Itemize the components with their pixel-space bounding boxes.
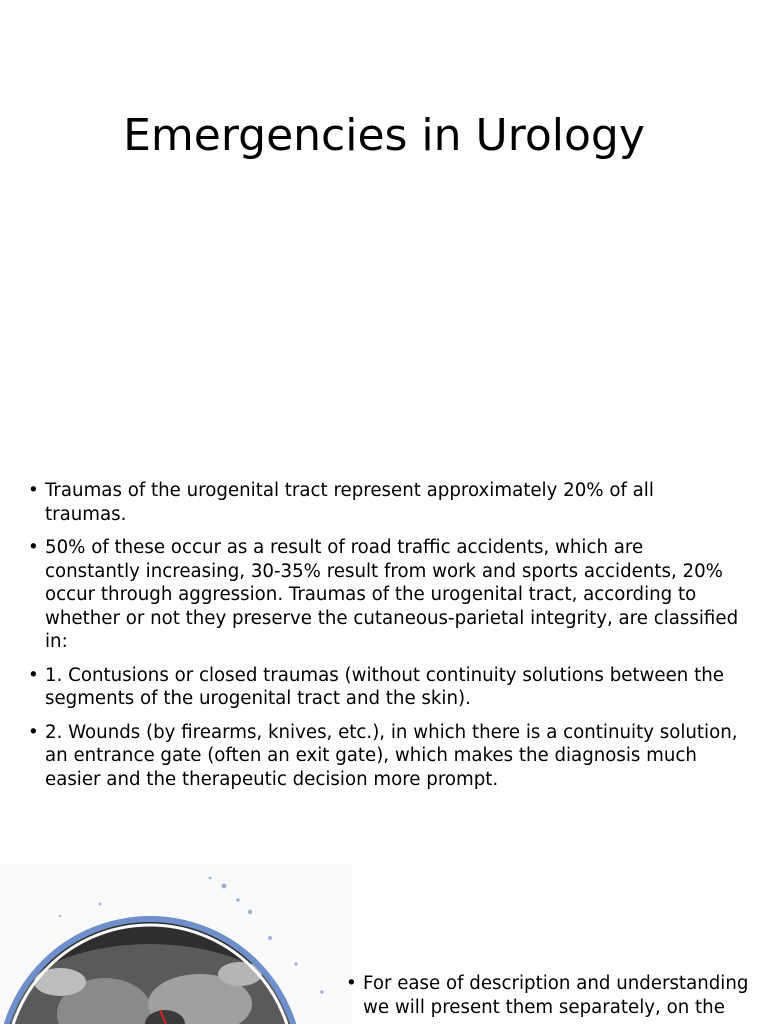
bullet-marker: •	[28, 664, 39, 686]
bullet-marker: •	[28, 537, 39, 558]
bullet-item	[28, 664, 740, 711]
bullet-item	[28, 479, 740, 526]
bullet-text: 1. Contusions or closed traumas (without continuity solutions between the segments of the urogenital tract and the skin).	[45, 664, 724, 709]
bullet-item	[28, 536, 740, 654]
bullet-text: For ease of description and understanding we will present them separately, on the	[363, 973, 749, 1018]
bullet-marker: •	[346, 973, 357, 994]
bullet-list	[346, 972, 756, 1024]
title-slide	[0, 0, 768, 432]
bullet-item	[346, 972, 756, 1019]
bullet-marker: •	[28, 480, 39, 501]
bullet-list	[28, 479, 740, 801]
bullet-text: Traumas of the urogenital tract represent approximately 20% of all traumas.	[45, 480, 654, 525]
image-panel	[0, 864, 352, 1024]
ct-scan-image	[0, 864, 352, 1024]
content-slide-traumas	[0, 432, 768, 864]
content-slide-partial	[0, 864, 768, 1024]
slide-title: Emergencies in Urology	[123, 110, 645, 161]
bullet-text: 2. Wounds (by firearms, knives, etc.), in which there is a continuity solution, an entrance gate (often an exit gate), which makes the diagnosis much easier and the therapeutic decision more prompt.	[45, 721, 738, 790]
bullet-text: 50% of these occur as a result of road traffic accidents, which are constantly increasing, 30-35% result from work and sports accidents, 20% occur through aggression. Traumas of the urogenital tract, according to whether or not they preserve the cutaneous-parietal integrity, are classified in:	[45, 537, 739, 652]
bullet-item	[28, 721, 740, 792]
bullet-marker: •	[28, 721, 39, 743]
